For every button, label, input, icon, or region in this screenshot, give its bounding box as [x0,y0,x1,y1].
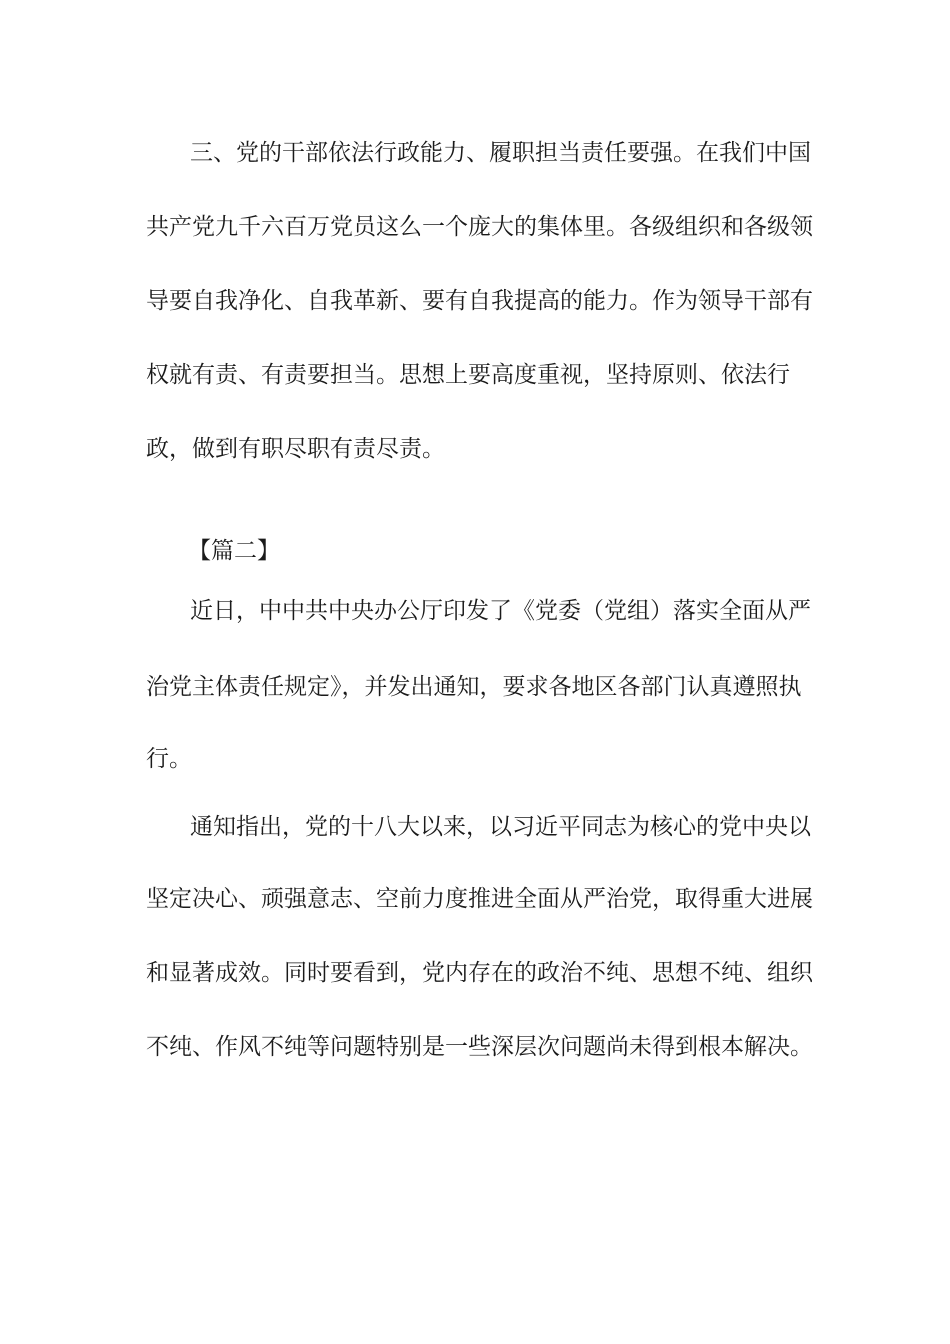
paragraph-line: 坚定决心、顽强意志、空前力度推进全面从严治党，取得重大进展 [146,886,813,912]
paragraph-line: 行。 [146,746,192,772]
paragraph-line: 共产党九千六百万党员这么一个庞大的集体里。各级组织和各级领 [146,214,813,240]
paragraph-line: 通知指出，党的十八大以来，以习近平同志为核心的党中央以 [190,814,811,840]
paragraph-line: 近日，中中共中央办公厅印发了《党委（党组）落实全面从严 [190,598,811,624]
paragraph-line: 导要自我净化、自我革新、要有自我提高的能力。作为领导干部有 [146,288,813,314]
paragraph-line: 权就有责、有责要担当。思想上要高度重视，坚持原则、依法行 [146,362,790,388]
paragraph-line: 治党主体责任规定》，并发出通知，要求各地区各部门认真遵照执 [146,674,802,700]
paragraph-line: 不纯、作风不纯等问题特别是一些深层次问题尚未得到根本解决。 [146,1034,813,1060]
paragraph-line: 三、党的干部依法行政能力、履职担当责任要强。在我们中国 [190,140,811,166]
paragraph-line: 政，做到有职尽职有责尽责。 [146,436,445,462]
section-heading: 【篇二】 [188,538,280,564]
paragraph-line: 和显著成效。同时要看到，党内存在的政治不纯、思想不纯、组织 [146,960,813,986]
